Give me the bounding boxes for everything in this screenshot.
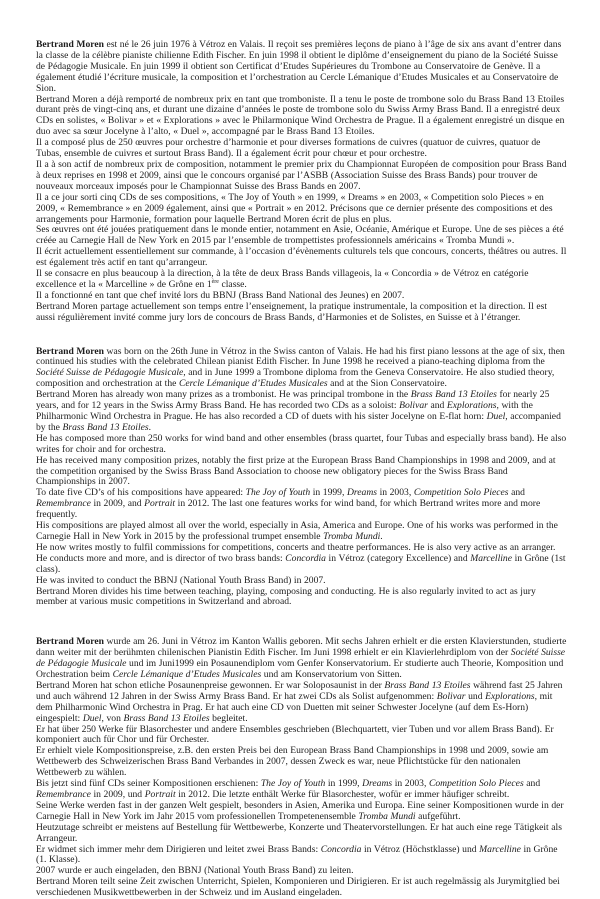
paragraph: Er hat über 250 Werke für Blasorchester und andere Ensembles geschrieben (Blechquartett, vier Tuben und vor allem Brass Band). Er komponiert auch für Chor und für Orchester. [36,723,554,746]
paragraph: Bertrand Moren a déjà remporté de nombreux prix en tant que tromboniste. Il a tenu le poste de trombone solo du Brass Band 13 Etoiles durant près de vingt-cinq ans, et durant une dizaine d’années le poste de trombone solo du Swiss Army Brass Band. Il a enregistré deux CDs en solistes, « Bolivar » et « Explorations » avec le Philarmonique Wind Orchestra de Prague. Il a également enregistré un disque en duo avec sa sœur Jocelyne à l’alto, « Duel », accompagné par le Brass Band 13 Etoiles. [36,93,565,138]
paragraph: 2007 wurde er auch eingeladen, den BBNJ (National Youth Brass Band) zu leiten. [36,865,354,877]
paragraph: Bertrand Moren divides his time between teaching, playing, composing and conducting. He is also regularly invited to act as jury member at various music competitions in Switzerland and abroad. [36,585,536,608]
paragraph: Er widmet sich immer mehr dem Dirigieren und leitet zwei Brass Bands: Concordia in Vétroz (Höchstklasse) und Marcelline in Grône (1. Klasse). [36,843,558,866]
biography-section-german [36,637,567,899]
paragraph: He has composed more than 250 works for wind band and other ensembles (brass quartet, four Tubas and especially brass band). He also writes for choir and for orchestra. [36,432,567,455]
paragraph: Bertrand Moren partage actuellement son temps entre l’enseignement, la pratique instrumentale, la composition et la direction. Il est aussi régulièrement invité comme jury lors de concours de Brass Bands, d’Harmonies et de Solistes, en Suisse et à l’étranger. [36,300,548,323]
paragraph: He has received many composition prizes, notably the first prize at the European Brass Band Championships in 1998 and 2009, and at the competition organised by the Swiss Brass Band Association to choose new obligatory pieces for the Swiss Brass Band Championships in 2007. [36,454,556,488]
paragraph: Il a à son actif de nombreux prix de composition, notamment le premier prix du Championnat Européen de composition pour Brass Band à deux reprises en 1998 et 2009, ainsi que le concours organisé par l’ASBB (Association Suisse des Brass Bands) pour trouver de nouveaux morceaux imposés pour le Championnat Suisse des Brass Bands en 2007. [36,158,567,192]
paragraph: Er erhielt viele Kompositionspreise, z.B. den ersten Preis bei den European Brass Band Championships in 1998 und 2009, sowie am Wettbewerb des Schweizerischen Brass Band Verbandes in 2007, dessen Zweck es war, neue Pflichtstücke für den nationalen Wettbewerb zu wählen. [36,745,549,779]
biography-section-french [36,40,567,324]
paragraph: Bertrand Moren has already won many prizes as a trombonist. He was principal trombone in the Brass Band 13 Etoiles for nearly 25 years, and for 12 years in the Swiss Army Brass Band. He has recorded two CDs as a soloist: Bolivar and Explorations, with the Philharmonic Wind Orchestra in Prague. He has also recorded a CD of duets with his sister Jocelyne on E-flat horn: Duel, accompanied by the Brass Band 13 Etoiles. [36,389,561,433]
paragraph: He was invited to conduct the BBNJ (National Youth Brass Band) in 2007. [36,574,326,586]
paragraph: Il a composé plus de 250 œuvres pour orchestre d’harmonie et pour diverses formations de cuivres (quatuor de cuivres, quatuor de Tubas, ensemble de cuivres et surtout Brass Band). Il a également écrit pour chœur et pour orchestre. [36,137,541,160]
paragraph: Bertrand Moren teilt seine Zeit zwischen Unterricht, Spielen, Komponieren und Dirigieren. Er ist auch regelmässig als Jurymitglied bei verschiedenen Musikwettbewerben in der Schweiz und im Ausland eingeladen. [36,876,560,899]
paragraph: Ses œuvres ont été jouées pratiquement dans le monde entier, notamment en Asie, Océanie, Amérique et Europe. Une de ses pièces a été créée au Carnegie Hall de New York en 2015 par l’ensemble de trompettistes professionnels américains « Tromba Mundi ». [36,224,564,247]
paragraph: Bertrand Moren hat schon etliche Posaunenpreise gewonnen. Er war Soloposaunist in der Brass Band 13 Etoiles während fast 25 Jahren und auch während 12 Jahren in der Swiss Army Brass Band. Er hat zwei CDs als Solist aufgenommen: Bolivar und Explorations, mit dem Philharmonic Wind Orchestra in Prag. Er hat auch eine CD von Duetten mit seiner Schwester Jocelyne (auf dem Es-Horn) eingespielt: Duel, von Brass Band 13 Etoiles begleitet. [36,679,563,724]
paragraph: Bertrand Moren est né le 26 juin 1976 à Vétroz en Valais. Il reçoit ses premières leçons de piano à l’âge de six ans avant d’entrer dans la classe de la célèbre pianiste chilienne Edith Fischer. En juin 1998 il obtient le diplôme d’enseignement du piano de la Société Suisse de Pédagogie Musicale. En juin 1999 il obtient son Certificat d’Etudes Supérieures du Trombone au Conservatoire de Genève. Il a également étudié l’écriture musicale, la composition et l’orchestration au Cercle Lémanique d’Etudes Musicales et au Conservatoire de Sion. [36,39,562,94]
paragraph: Heutzutage schreibt er meistens auf Bestellung für Wettbewerbe, Konzerte und Theatervorstellungen. Er hat auch eine rege Tätigkeit als Arrangeur. [36,821,562,844]
paragraph: Bis jetzt sind fünf CDs seiner Kompositionen erschienen: The Joy of Youth in 1999, Dreams in 2003, Competition Solo Pieces and Remembrance in 2009, und Portrait in 2012. Die letzte enthält Werke für Blasorchester, wofür er immer häufiger schreibt. [36,778,541,800]
paragraph: He now writes mostly to fulfil commissions for competitions, concerts and theatre performances. He is also very active as an arranger. [36,541,556,553]
paragraph: Il écrit actuellement essentiellement sur commande, à l’occasion d’évènements culturels tels que concours, concerts, théâtres ou autres. Il est également très actif en tant qu’arrangeur. [36,246,567,269]
paragraph: Il a ce jour sorti cinq CDs de ses compositions, « The Joy of Youth » en 1999, « Dreams » en 2003, « Competition solo Pieces » en 2009, « Remembrance » en 2009 également, ainsi que « Portrait » en 2012. Précisons que ce dernier présente des compositions et des arrangements pour Harmonie, formation pour laquelle Bertrand Moren écrit de plus en plus. [36,191,553,225]
paragraph: Bertrand Moren wurde am 26. Juni in Vétroz im Kanton Wallis geboren. Mit sechs Jahren erhielt er die ersten Klavierstunden, studierte dann weiter mit der berühmten chilenischen Pianistin Edith Fischer. Im Juni 1998 erhielt er ein Klavierlehrdiplom von der Société Suisse de Pédagogie Musicale und im Juni1999 ein Posaunendiplom vom Genfer Konservatorium. Er studierte auch Theorie, Komposition und Orchestration beim Cercle Lémanique d’Etudes Musicales und am Konservatorium von Sitten. [36,636,567,681]
paragraph: Il se consacre en plus beaucoup à la direction, à la tête de deux Brass Bands villageois, la « Concordia » de Vétroz en catégorie excellence et la « Marcelline » de Grône en 1ère classe. [36,268,529,290]
biography-section-english [36,347,567,609]
paragraph: Seine Werke werden fast in der ganzen Welt gespielt, besonders in Asien, Amerika und Europa. Eine seiner Kompositionen wurde in der Carnegie Hall in New York im Jahr 2015 vom professionellen Trompetenensemble Tromba Mundi aufgeführt. [36,799,564,822]
paragraph: Bertrand Moren was born on the 26th June in Vétroz in the Swiss canton of Valais. He had his first piano lessons at the age of six, then continued his studies with the celebrated Chilean pianist Edith Fischer. In June 1998 he received a piano-teaching diploma from the Société Suisse de Pédagogie Musicale, and in June 1999 a Trombone diploma from the Geneva Conservatoire. He also studied theory, composition and orchestration at the Cercle Lémanique d’Etudes Musicales and at the Sion Conservatoire. [36,345,565,390]
paragraph: His compositions are played almost all over the world, especially in Asia, America and Europe. One of his works was performed in the Carnegie Hall in New York in 2015 by the professional trumpet ensemble Tromba Mundi. [36,520,558,542]
paragraph: Il a fonctionné en tant que chef invité lors du BBNJ (Brass Band National des Jeunes) en 2007. [36,289,405,301]
paragraph: To date five CD’s of his compositions have appeared: The Joy of Youth in 1999, Dreams in 2003, Competition Solo Pieces and Remembrance in 2009, and Portrait in 2012. The last one features works for wind band, for which Bertrand writes more and more frequently. [36,487,541,521]
paragraph: He conducts more and more, and is director of two brass bands: Concordia in Vétroz (category Excellence) and Marcelline in Grône (1st class). [36,552,566,575]
